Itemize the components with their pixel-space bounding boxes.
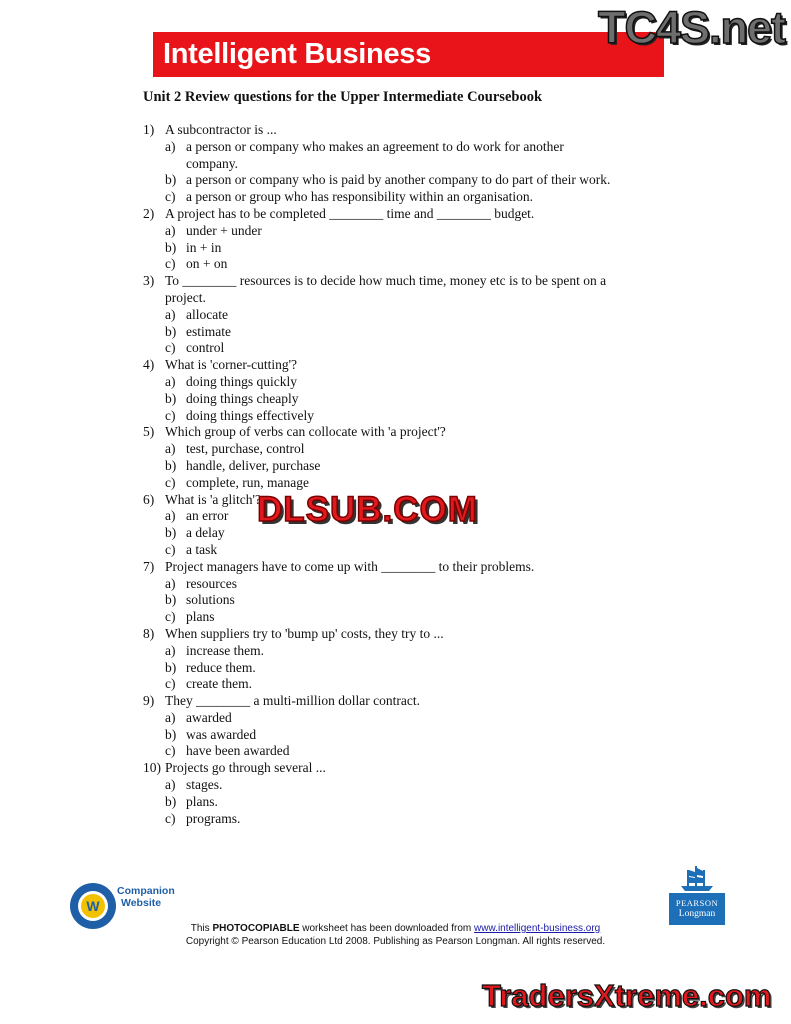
question-text: What is 'a glitch'? — [165, 491, 261, 507]
option-letter: a) — [165, 508, 176, 524]
option-text: doing things quickly — [186, 373, 297, 389]
question-line — [143, 693, 663, 710]
option-text: reduce them. — [186, 659, 256, 675]
option-text: a delay — [186, 525, 225, 541]
option-line — [143, 156, 663, 173]
option-line — [143, 408, 663, 425]
question-line-continued — [143, 290, 663, 307]
option-line — [143, 592, 663, 609]
option-letter: a) — [165, 777, 176, 793]
option-line — [143, 576, 663, 593]
option-line — [143, 475, 663, 492]
option-text: test, purchase, control — [186, 441, 305, 457]
ship-icon — [669, 864, 725, 893]
option-text: programs. — [186, 810, 241, 826]
option-line — [143, 727, 663, 744]
question-number: 8) — [143, 625, 155, 641]
option-text: handle, deliver, purchase — [186, 457, 321, 473]
question-text: To ________ resources is to decide how much time, money etc is to be spent on a — [165, 273, 607, 289]
title-banner — [153, 32, 664, 77]
option-line — [143, 811, 663, 828]
option-line — [143, 542, 663, 559]
option-letter: a) — [165, 306, 176, 322]
option-letter: b) — [165, 726, 177, 742]
question-line — [143, 559, 663, 576]
pearson-label: PEARSON — [675, 898, 719, 908]
banner-title: Intelligent Business — [163, 38, 431, 70]
pearson-longman-logo — [669, 864, 725, 928]
option-line — [143, 441, 663, 458]
option-line — [143, 794, 663, 811]
question-number: 2) — [143, 205, 155, 221]
option-letter: b) — [165, 457, 177, 473]
option-text: plans — [186, 609, 215, 625]
option-letter: b) — [165, 390, 177, 406]
option-letter: c) — [165, 541, 176, 557]
svg-text:W: W — [86, 898, 100, 914]
option-line — [143, 189, 663, 206]
option-line — [143, 643, 663, 660]
option-text: doing things cheaply — [186, 390, 299, 406]
option-letter: c) — [165, 189, 176, 205]
option-text: control — [186, 340, 225, 356]
option-text: have been awarded — [186, 743, 290, 759]
option-line — [143, 609, 663, 626]
option-letter: c) — [165, 340, 176, 356]
option-text: increase them. — [186, 642, 264, 658]
option-line — [143, 676, 663, 693]
option-letter: b) — [165, 172, 177, 188]
option-line — [143, 172, 663, 189]
option-text: on + on — [186, 256, 228, 272]
option-letter: c) — [165, 609, 176, 625]
question-number: 5) — [143, 424, 155, 440]
question-text: When suppliers try to 'bump up' costs, they try to ... — [165, 625, 444, 641]
option-letter: a) — [165, 709, 176, 725]
question-number: 6) — [143, 491, 155, 507]
option-text: was awarded — [186, 726, 257, 742]
option-line — [143, 307, 663, 324]
option-text: awarded — [186, 709, 232, 725]
question-number: 3) — [143, 273, 155, 289]
option-line — [143, 710, 663, 727]
option-letter: a) — [165, 373, 176, 389]
option-letter: b) — [165, 525, 177, 541]
questions-list — [143, 122, 663, 827]
question-text: project. — [165, 289, 206, 305]
option-line — [143, 240, 663, 257]
option-letter: c) — [165, 743, 176, 759]
option-letter: b) — [165, 659, 177, 675]
question-number: 10) — [143, 760, 161, 776]
watermark-top: TC4S.net — [598, 2, 786, 53]
option-line — [143, 743, 663, 760]
option-letter: b) — [165, 592, 177, 608]
question-line — [143, 206, 663, 223]
option-letter: c) — [165, 676, 176, 692]
option-line — [143, 458, 663, 475]
question-text: Projects go through several ... — [165, 760, 326, 776]
footer-copyright: Copyright © Pearson Education Ltd 2008. Publishing as Pearson Longman. All rights reserved. — [185, 936, 606, 947]
question-number: 7) — [143, 558, 155, 574]
option-text: estimate — [186, 323, 231, 339]
option-text: complete, run, manage — [186, 474, 309, 490]
question-text: They ________ a multi-million dollar contract. — [165, 693, 420, 709]
question-number: 1) — [143, 122, 155, 137]
question-text: A project has to be completed ________ time and ________ budget. — [165, 205, 535, 221]
photocopiable-label: PHOTOCOPIABLE — [212, 923, 300, 934]
option-text: solutions — [186, 592, 235, 608]
option-line — [143, 391, 663, 408]
question-text: Which group of verbs can collocate with 'a project'? — [165, 424, 446, 440]
option-letter: a) — [165, 642, 176, 658]
question-number: 4) — [143, 357, 155, 373]
option-text: in + in — [186, 239, 222, 255]
option-letter: c) — [165, 810, 176, 826]
option-letter: a) — [165, 222, 176, 238]
option-letter: b) — [165, 239, 177, 255]
watermark-bottom: TradersXtreme.com — [482, 978, 772, 1013]
question-text: What is 'corner-cutting'? — [165, 357, 298, 373]
worksheet-heading: Unit 2 Review questions for the Upper Intermediate Coursebook — [143, 89, 543, 105]
question-line — [143, 357, 663, 374]
watermark-middle: DLSUB.COM — [257, 490, 478, 529]
option-line — [143, 223, 663, 240]
option-letter: b) — [165, 323, 177, 339]
option-text: a person or company who is paid by another company to do part of their work. — [186, 172, 611, 188]
option-line — [143, 777, 663, 794]
question-line — [143, 424, 663, 441]
option-text: a person or group who has responsibility within an organisation. — [186, 189, 533, 205]
option-letter: c) — [165, 256, 176, 272]
option-line — [143, 256, 663, 273]
longman-label: Longman — [678, 909, 716, 919]
option-line — [143, 374, 663, 391]
question-text: A subcontractor is ... — [165, 122, 277, 137]
option-text: resources — [186, 575, 237, 591]
option-letter: b) — [165, 793, 177, 809]
option-text: doing things effectively — [186, 407, 314, 423]
option-text: plans. — [186, 793, 218, 809]
intelligent-business-link[interactable]: www.intelligent-business.org — [474, 923, 601, 934]
option-text: create them. — [186, 676, 252, 692]
option-text: a task — [186, 541, 218, 557]
footer-line1: This PHOTOCOPIABLE worksheet has been downloaded from www.intelligent-business.org — [190, 923, 601, 934]
companion-label-line1: Companion — [117, 885, 175, 897]
option-letter: a) — [165, 441, 176, 457]
option-line — [143, 660, 663, 677]
option-text: a person or company who makes an agreement to do work for another — [186, 138, 564, 154]
question-line — [143, 122, 663, 139]
option-letter: c) — [165, 407, 176, 423]
option-letter: a) — [165, 575, 176, 591]
option-line — [143, 340, 663, 357]
option-text: under + under — [186, 222, 262, 238]
option-letter: c) — [165, 474, 176, 490]
option-letter: a) — [165, 138, 176, 154]
option-text: allocate — [186, 306, 228, 322]
question-number: 9) — [143, 693, 155, 709]
question-line — [143, 626, 663, 643]
option-line — [143, 139, 663, 156]
companion-label-line2: Website — [121, 897, 162, 909]
question-line — [143, 273, 663, 290]
option-line — [143, 324, 663, 341]
question-text: Project managers have to come up with ________ to their problems. — [165, 558, 535, 574]
option-text: company. — [186, 155, 238, 171]
option-text: stages. — [186, 777, 223, 793]
question-line — [143, 760, 663, 777]
option-text: an error — [186, 508, 229, 524]
